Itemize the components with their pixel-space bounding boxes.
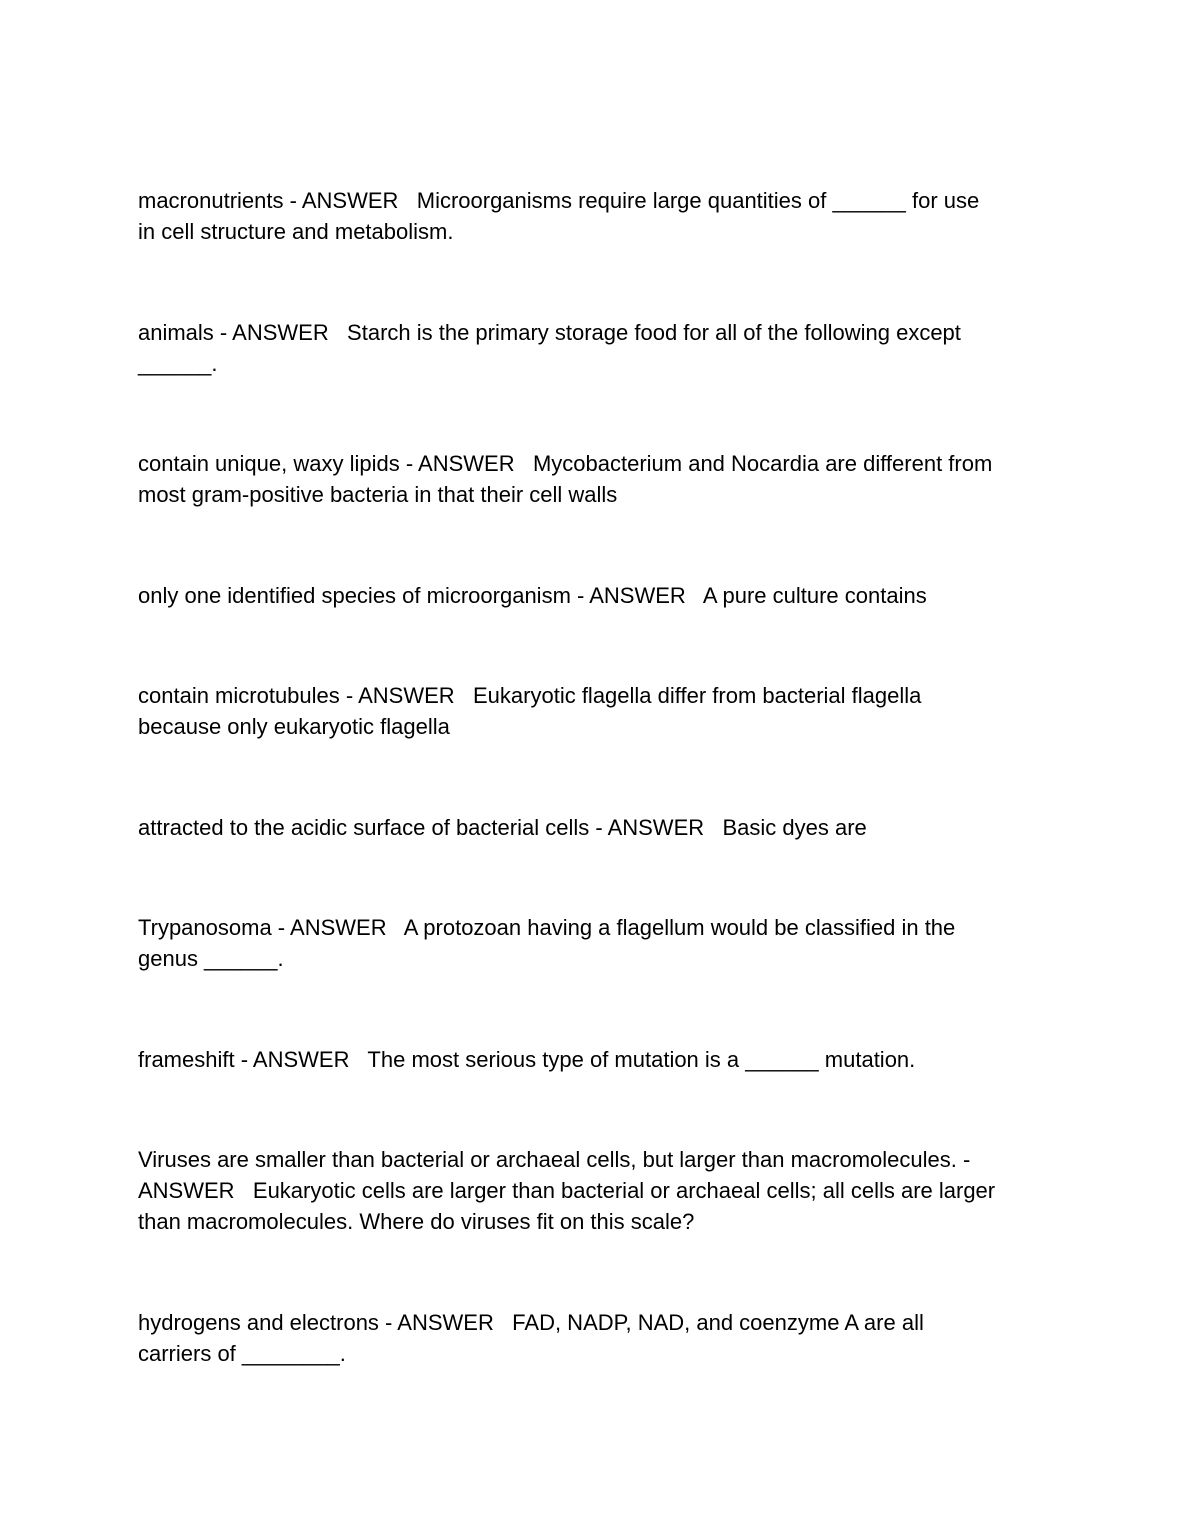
qa-entry-frameshift: frameshift - ANSWER The most serious type of mutation is a ______ mutation. bbox=[138, 1047, 916, 1072]
qa-entry-microtubules: contain microtubules - ANSWER Eukaryotic flagella differ from bacterial flagella because only eukaryotic flagella bbox=[138, 683, 922, 739]
qa-entry-viruses: Viruses are smaller than bacterial or archaeal cells, but larger than macromolecules. - ANSWER Eukaryotic cells are larger than bacterial or archaeal cells; all cells are larger than macromolecules. Where do viruses fit on this scale? bbox=[138, 1147, 996, 1234]
qa-entry-macronutrients: macronutrients - ANSWER Microorganisms require large quantities of ______ for use in cell structure and metabolism. bbox=[138, 188, 980, 244]
qa-entry-basic-dyes: attracted to the acidic surface of bacterial cells - ANSWER Basic dyes are bbox=[138, 815, 867, 840]
qa-entry-pure-culture: only one identified species of microorganism - ANSWER A pure culture contains bbox=[138, 583, 927, 608]
qa-entry-trypanosoma: Trypanosoma - ANSWER A protozoan having a flagellum would be classified in the genus ______. bbox=[138, 915, 956, 971]
qa-entry-waxy-lipids: contain unique, waxy lipids - ANSWER Mycobacterium and Nocardia are different from most gram-positive bacteria in that their cell walls bbox=[138, 451, 993, 507]
qa-entry-animals: animals - ANSWER Starch is the primary storage food for all of the following except ______. bbox=[138, 320, 961, 376]
qa-entry-carriers: hydrogens and electrons - ANSWER FAD, NADP, NAD, and coenzyme A are all carriers of ________. bbox=[138, 1310, 924, 1366]
